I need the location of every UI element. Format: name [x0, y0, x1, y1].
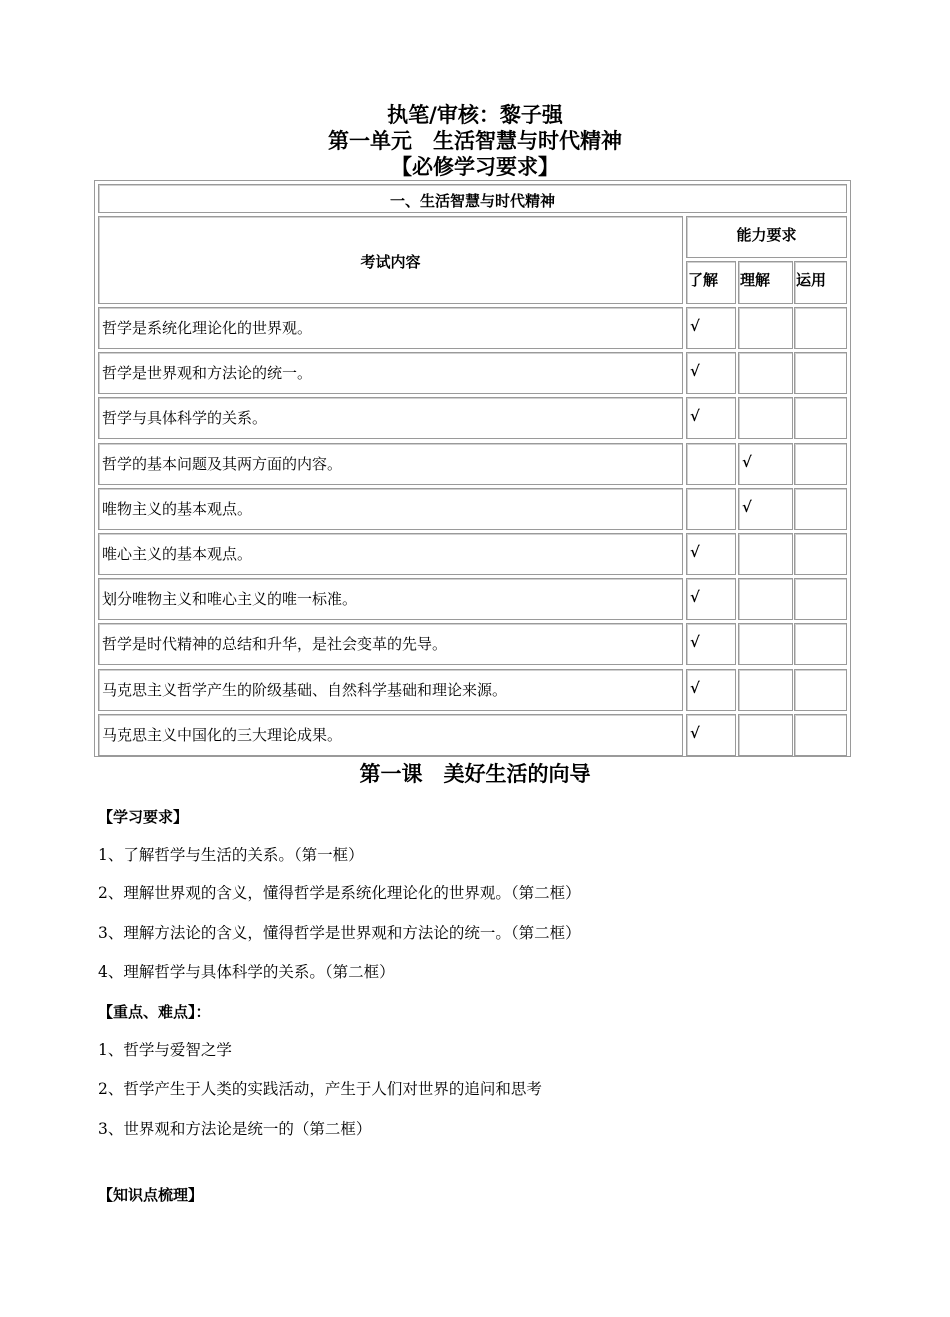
knowledge-heading: 【知识点梳理】 [98, 1186, 204, 1204]
list-item: 1、了解哲学与生活的关系。（第一框） [98, 846, 364, 864]
list-item: 4、理解哲学与具体科学的关系。（第二框） [98, 963, 395, 981]
level-cell [794, 578, 847, 620]
table-row [98, 397, 683, 439]
table-row [98, 443, 683, 485]
list-item: 1、哲学与爱智之学 [98, 1041, 232, 1059]
content-header-cell [98, 216, 683, 304]
row-content: 哲学是时代精神的总结和升华，是社会变革的先导。 [102, 635, 448, 654]
level-cell [738, 533, 793, 575]
level-cell [738, 307, 793, 349]
ability-header-cell [686, 216, 847, 258]
level-cell [738, 488, 793, 530]
level-cell [738, 443, 793, 485]
level-cell [738, 714, 793, 756]
level-cell [794, 669, 847, 711]
level-cell [686, 352, 736, 394]
level-cell [686, 307, 736, 349]
lesson-title: 第一课 美好生活的向导 [359, 762, 591, 786]
requirement-title: 【必修学习要求】 [391, 155, 559, 179]
level-cell [794, 714, 847, 756]
level-header-understand: 了解 [686, 261, 736, 304]
check-mark: √ [690, 407, 700, 426]
check-mark: √ [690, 543, 700, 561]
level-header-comprehend: 理解 [738, 261, 793, 304]
check-mark: √ [742, 452, 752, 471]
row-content: 哲学的基本问题及其两方面的内容。 [102, 454, 343, 473]
level-cell [794, 488, 847, 530]
requirements-table [94, 180, 851, 757]
level-cell [686, 397, 736, 439]
level-cell [686, 533, 736, 575]
row-content: 唯心主义的基本观点。 [102, 545, 253, 563]
author-line: 执笔/审核：黎子强 [387, 103, 563, 127]
level-cell [686, 714, 736, 756]
table-row [98, 533, 683, 575]
row-content: 唯物主义的基本观点。 [102, 499, 253, 518]
level-cell [738, 578, 793, 620]
check-mark: √ [742, 497, 752, 516]
level-cell [686, 669, 736, 711]
list-item: 3、世界观和方法论是统一的（第二框） [98, 1120, 372, 1138]
list-item: 2、理解世界观的含义，懂得哲学是系统化理论化的世界观。（第二框） [98, 884, 581, 902]
content-header: 考试内容 [360, 253, 421, 271]
table-caption-cell [98, 184, 847, 213]
level-cell [686, 623, 736, 665]
table-row [98, 714, 683, 756]
level-cell [794, 533, 847, 575]
table-row [98, 623, 683, 665]
key-points-heading: 【重点、难点】： [98, 1003, 211, 1021]
level-cell [738, 397, 793, 439]
row-content: 划分唯物主义和唯心主义的唯一标准。 [102, 590, 358, 609]
level-cell [794, 307, 847, 349]
level-cell [686, 578, 736, 620]
level-cell [794, 443, 847, 485]
table-caption: 一、生活智慧与时代精神 [389, 192, 555, 210]
table-row [98, 578, 683, 620]
check-mark: √ [690, 678, 700, 697]
unit-title: 第一单元 生活智慧与时代精神 [328, 129, 622, 153]
level-cell [794, 397, 847, 439]
check-mark: √ [690, 362, 700, 381]
level-cell [738, 352, 793, 394]
check-mark: √ [690, 723, 700, 742]
row-content: 哲学与具体科学的关系。 [102, 409, 268, 428]
check-mark: √ [690, 588, 700, 607]
check-mark: √ [690, 317, 700, 335]
study-heading: 【学习要求】 [98, 808, 189, 826]
level-cell [738, 623, 793, 665]
level-cell [794, 352, 847, 394]
row-content: 哲学是系统化理论化的世界观。 [102, 319, 313, 337]
list-item: 2、哲学产生于人类的实践活动，产生于人们对世界的追问和思考 [98, 1080, 542, 1098]
level-cell [686, 488, 736, 530]
row-content: 哲学是世界观和方法论的统一。 [102, 364, 313, 383]
list-item: 3、理解方法论的含义，懂得哲学是世界观和方法论的统一。（第二框） [98, 924, 581, 942]
table-row [98, 307, 683, 349]
level-cell [794, 623, 847, 665]
ability-header: 能力要求 [736, 226, 797, 244]
table-row [98, 488, 683, 530]
level-cell [738, 669, 793, 711]
level-cell [686, 443, 736, 485]
table-row [98, 352, 683, 394]
row-content: 马克思主义哲学产生的阶级基础、自然科学基础和理论来源。 [102, 680, 508, 699]
level-header-apply: 运用 [794, 261, 847, 304]
row-content: 马克思主义中国化的三大理论成果。 [102, 725, 343, 744]
check-mark: √ [690, 633, 700, 652]
table-row [98, 669, 683, 711]
